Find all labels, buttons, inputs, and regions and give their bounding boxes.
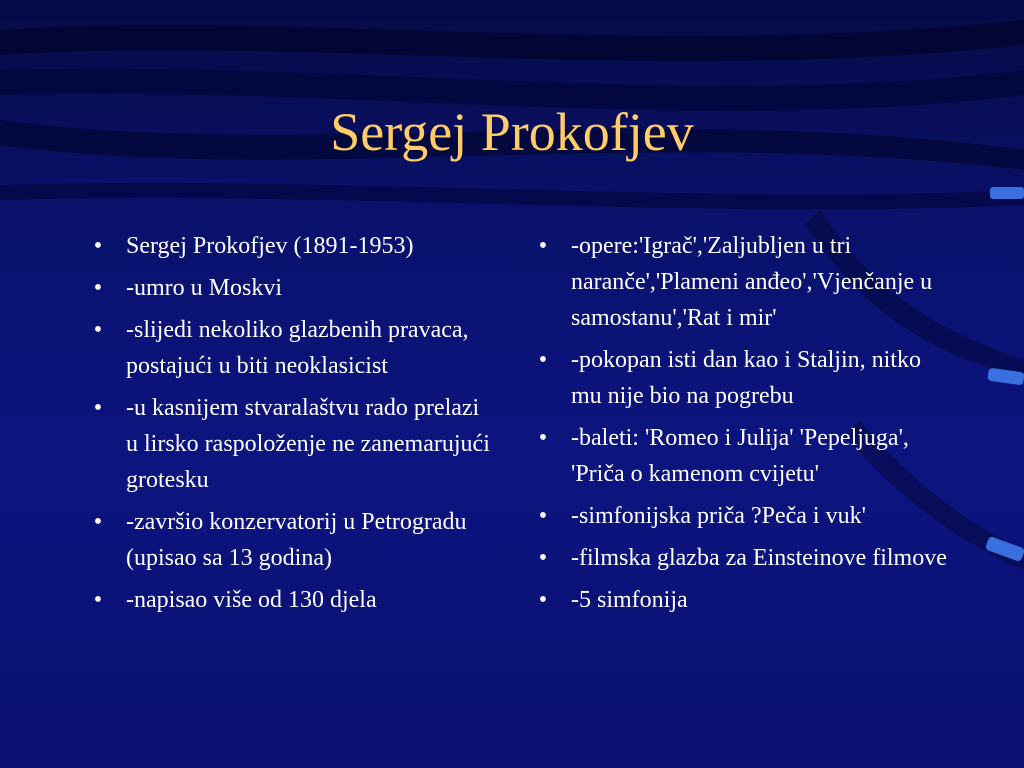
list-item	[533, 540, 953, 576]
dash-accent-1	[990, 187, 1024, 199]
bullet-icon: •	[538, 425, 548, 451]
list-item-text: -umro u Moskvi	[126, 275, 282, 301]
list-item-text: -pokopan isti dan kao i Staljin, nitko mu nije bio na pogrebu	[571, 347, 921, 409]
slide-title: Sergej Prokofjev	[330, 102, 694, 162]
list-item-text: -filmska glazba za Einsteinove filmove	[571, 545, 947, 571]
list-item	[533, 582, 953, 618]
list-item	[533, 228, 953, 336]
list-item	[88, 582, 493, 618]
list-item	[533, 498, 953, 534]
bullet-icon: •	[93, 275, 103, 301]
list-item-text: -završio konzervatorij u Petrogradu (upisao sa 13 godina)	[126, 509, 467, 571]
list-item	[88, 504, 493, 576]
list-item-text: Sergej Prokofjev (1891-1953)	[126, 233, 414, 259]
swoosh-lower	[0, 183, 1024, 209]
bullet-icon: •	[93, 587, 103, 613]
left-bullet-list	[88, 228, 493, 624]
bullet-icon: •	[93, 233, 103, 259]
right-bullet-list	[533, 228, 953, 624]
list-item-text: -slijedi nekoliko glazbenih pravaca, postajući u biti neoklasicist	[126, 317, 469, 379]
list-item-text: -opere:'Igrač','Zaljubljen u tri naranče','Plameni anđeo','Vjenčanje u samostanu','Rat i mir'	[571, 233, 933, 331]
bullet-icon: •	[538, 545, 548, 571]
list-item	[533, 420, 953, 492]
list-item	[533, 342, 953, 414]
bullet-icon: •	[538, 233, 548, 259]
bullet-icon: •	[93, 509, 103, 535]
list-item-text: -u kasnijem stvaralaštvu rado prelazi u lirsko raspoloženje ne zanemarujući grotesku	[126, 395, 490, 493]
bullet-icon: •	[93, 317, 103, 343]
bullet-icon: •	[93, 395, 103, 421]
list-item-text: -baleti: 'Romeo i Julija' 'Pepeljuga', 'Priča o kamenom cvijetu'	[571, 425, 909, 487]
list-item	[88, 390, 493, 498]
list-item	[88, 270, 493, 306]
list-item-text: -5 simfonija	[571, 587, 688, 613]
list-item	[88, 228, 493, 264]
list-item	[88, 312, 493, 384]
bullet-icon: •	[538, 503, 548, 529]
swoosh-top	[0, 20, 1024, 61]
bullet-icon: •	[538, 587, 548, 613]
bullet-icon: •	[538, 347, 548, 373]
list-item-text: -napisao više od 130 djela	[126, 587, 377, 613]
list-item-text: -simfonijska priča ?Peča i vuk'	[571, 503, 866, 529]
